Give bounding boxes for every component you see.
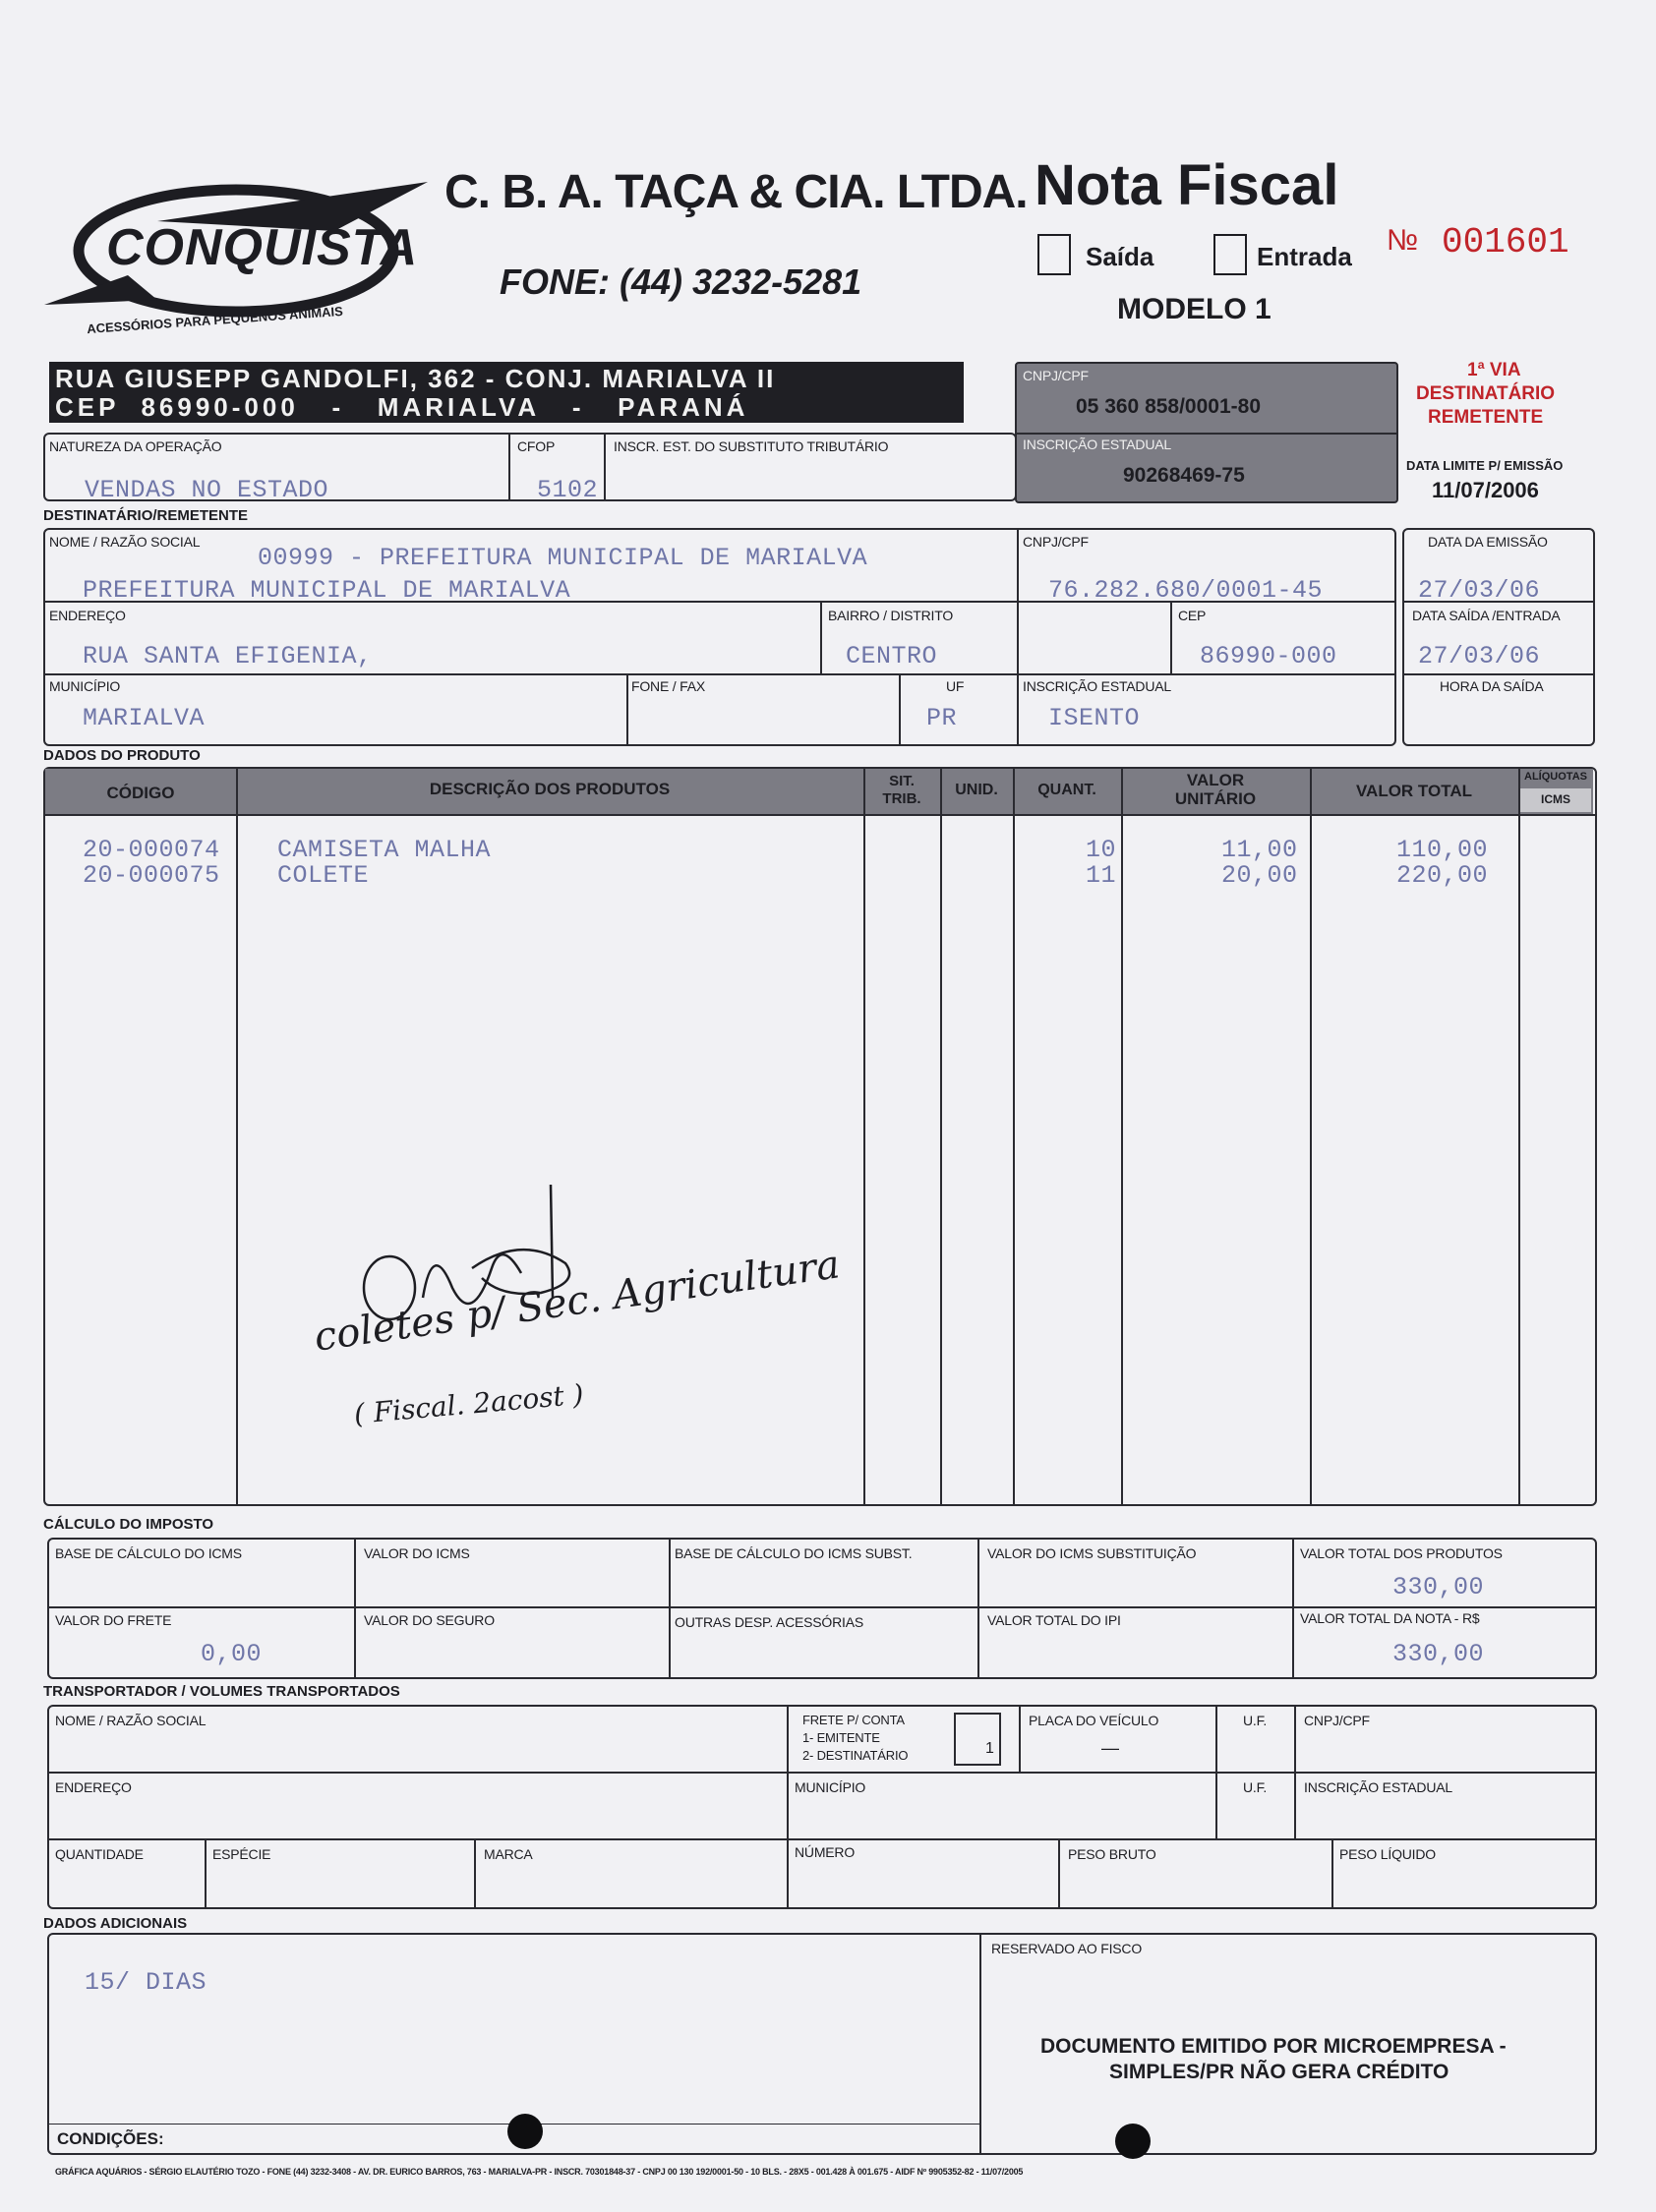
frete-value: 0,00 <box>201 1640 263 1668</box>
col-unid: UNID. <box>955 782 998 798</box>
dest-bairro: CENTRO <box>846 642 938 670</box>
adicionais-section: DADOS ADICIONAIS <box>43 1915 188 1932</box>
via-line1: 1ª VIA <box>1467 360 1521 380</box>
col-quant: QUANT. <box>1037 782 1096 798</box>
entrada-checkbox[interactable] <box>1213 234 1247 275</box>
placa-label: PLACA DO VEÍCULO <box>1029 1713 1159 1728</box>
marca-label: MARCA <box>484 1846 533 1862</box>
peso-bruto-label: PESO BRUTO <box>1068 1846 1156 1862</box>
valor-icms-label: VALOR DO ICMS <box>364 1545 470 1561</box>
transp-cnpj-label: CNPJ/CPF <box>1304 1713 1370 1728</box>
total-nota-label: VALOR TOTAL DA NOTA - R$ <box>1300 1610 1480 1626</box>
entrada-label: Entrada <box>1257 242 1352 271</box>
handwritten-note-line1: coletes p/ Sec. Agricultura <box>311 1242 843 1361</box>
data-saida-label: DATA SAÍDA /ENTRADA <box>1412 608 1561 623</box>
punch-hole <box>1115 2124 1151 2159</box>
outras-label: OUTRAS DESP. ACESSÓRIAS <box>675 1614 863 1630</box>
transportador-section: TRANSPORTADOR / VOLUMES TRANSPORTADOS <box>43 1683 400 1700</box>
data-limite: 11/07/2006 <box>1432 478 1539 502</box>
dest-cnpj-label: CNPJ/CPF <box>1023 534 1089 550</box>
row-descricao: COLETE <box>277 861 370 890</box>
row-codigo: 20-000074 <box>83 836 220 864</box>
saida-label: Saída <box>1086 242 1154 271</box>
doc-title: Nota Fiscal <box>1035 153 1339 217</box>
table-row <box>45 861 1593 889</box>
emitente-cnpj-label: CNPJ/CPF <box>1023 368 1089 383</box>
dest-uf: PR <box>926 704 958 732</box>
dest-cnpj: 76.282.680/0001-45 <box>1048 576 1324 605</box>
natureza-label: NATUREZA DA OPERAÇÃO <box>49 438 222 454</box>
seguro-label: VALOR DO SEGURO <box>364 1612 495 1628</box>
data-saida: 27/03/06 <box>1418 642 1541 670</box>
transp-endereco-label: ENDEREÇO <box>55 1779 132 1795</box>
total-nota: 330,00 <box>1392 1640 1485 1668</box>
frete-conta-value: 1 <box>985 1740 994 1757</box>
dest-ie-label: INSCRIÇÃO ESTADUAL <box>1023 678 1171 694</box>
transp-uf2-label: U.F. <box>1243 1779 1268 1795</box>
row-valor-total: 110,00 <box>1396 836 1489 864</box>
frete-conta-label-2: 1- EMITENTE <box>802 1730 880 1745</box>
col-aliquotas: ALÍQUOTAS <box>1524 771 1587 783</box>
company-phone: FONE: (44) 3232-5281 <box>500 262 862 302</box>
destinatario-section: DESTINATÁRIO/REMETENTE <box>43 507 249 524</box>
data-limite-label: DATA LIMITE P/ EMISSÃO <box>1406 458 1564 473</box>
row-valor-total: 220,00 <box>1396 861 1489 890</box>
table-row <box>45 836 1593 863</box>
dest-municipio: MARIALVA <box>83 704 206 732</box>
address-line1: RUA GIUSEPP GANDOLFI, 362 - CONJ. MARIALVA II <box>55 364 776 393</box>
row-descricao: CAMISETA MALHA <box>277 836 492 864</box>
dest-endereco-label: ENDEREÇO <box>49 608 126 623</box>
dest-uf-label: UF <box>946 678 965 694</box>
natureza-value: VENDAS NO ESTADO <box>85 476 329 504</box>
dest-fone-label: FONE / FAX <box>631 678 706 694</box>
cfop-label: CFOP <box>517 438 556 454</box>
frete-conta-label-3: 2- DESTINATÁRIO <box>802 1748 909 1763</box>
col-valor-total: VALOR TOTAL <box>1355 782 1473 800</box>
valor-subst-label: VALOR DO ICMS SUBSTITUIÇÃO <box>987 1545 1197 1561</box>
adicionais-texto: 15/ DIAS <box>85 1968 207 1997</box>
data-emissao: 27/03/06 <box>1418 576 1541 605</box>
peso-liquido-label: PESO LÍQUIDO <box>1339 1846 1436 1862</box>
total-produtos: 330,00 <box>1392 1573 1485 1601</box>
row-codigo: 20-000075 <box>83 861 220 890</box>
data-emissao-label: DATA DA EMISSÃO <box>1428 534 1548 550</box>
col-icms: ICMS <box>1541 792 1570 806</box>
saida-checkbox[interactable] <box>1037 234 1071 275</box>
dest-endereco: RUA SANTA EFIGENIA, <box>83 642 373 670</box>
col-sit-trib-1: SIT. <box>889 773 915 789</box>
via-line3: REMETENTE <box>1428 407 1544 428</box>
base-subst-label: BASE DE CÁLCULO DO ICMS SUBST. <box>675 1545 913 1561</box>
dest-bairro-label: BAIRRO / DISTRITO <box>828 608 954 623</box>
base-icms-label: BASE DE CÁLCULO DO ICMS <box>55 1545 242 1561</box>
address-line2: CEP 86990-000 - MARIALVA - PARANÁ <box>55 392 749 422</box>
col-valor-unit-1: VALOR <box>1186 771 1245 789</box>
dest-nome-label: NOME / RAZÃO SOCIAL <box>49 534 201 550</box>
emitente-cnpj: 05 360 858/0001-80 <box>1076 395 1262 418</box>
logo-subtitle: ACESSÓRIOS PARA PEQUENOS ANIMAIS <box>86 303 344 337</box>
hora-saida-label: HORA DA SAÍDA <box>1440 678 1544 694</box>
numero-label: № <box>1387 224 1419 257</box>
dest-cep-label: CEP <box>1178 608 1207 623</box>
row-quant: 10 <box>1086 836 1117 864</box>
ipi-label: VALOR TOTAL DO IPI <box>987 1612 1121 1628</box>
fisco-line1: DOCUMENTO EMITIDO POR MICROEMPRESA - <box>1040 2035 1507 2058</box>
logo-text: CONQUISTA <box>106 219 419 276</box>
imposto-section: CÁLCULO DO IMPOSTO <box>43 1516 214 1533</box>
nota-numero: 001601 <box>1442 222 1569 262</box>
dest-nome-line2: PREFEITURA MUNICIPAL DE MARIALVA <box>83 576 571 605</box>
dest-municipio-label: MUNICÍPIO <box>49 678 121 694</box>
emitente-ie: 90268469-75 <box>1123 464 1245 487</box>
placa-value: — <box>1101 1738 1119 1758</box>
produtos-section: DADOS DO PRODUTO <box>43 747 201 764</box>
row-valor-unit: 20,00 <box>1221 861 1298 890</box>
modelo-label: MODELO 1 <box>1117 293 1272 325</box>
transp-uf-label: U.F. <box>1243 1713 1268 1728</box>
frete-label: VALOR DO FRETE <box>55 1612 172 1628</box>
transp-municipio-label: MUNICÍPIO <box>795 1779 866 1795</box>
col-codigo: CÓDIGO <box>106 784 175 802</box>
row-valor-unit: 11,00 <box>1221 836 1298 864</box>
col-valor-unit-2: UNITÁRIO <box>1174 789 1257 808</box>
frete-conta-label-1: FRETE P/ CONTA <box>802 1713 905 1727</box>
col-descricao: DESCRIÇÃO DOS PRODUTOS <box>429 780 671 798</box>
handwritten-note-line2: ( Fiscal. 2acost ) <box>352 1377 585 1430</box>
especie-label: ESPÉCIE <box>212 1846 271 1862</box>
footer-printer-info: GRÁFICA AQUÁRIOS - SÉRGIO ELAUTÉRIO TOZO - FONE (44) 3232-3408 - AV. DR. EURICO BARROS, 763 - MARIALVA-PR - INSCR. 70301848-37 - CNPJ 00 130 192/0001-50 - 10 BLS. - 28X5 - 001.428 À 001.675 - AIDF Nº 9905352-82 - 11/07/2005 <box>55 2167 1024 2177</box>
total-produtos-label: VALOR TOTAL DOS PRODUTOS <box>1300 1545 1503 1561</box>
cfop-value: 5102 <box>537 476 599 504</box>
emitente-ie-label: INSCRIÇÃO ESTADUAL <box>1023 437 1171 452</box>
dest-ie: ISENTO <box>1048 704 1141 732</box>
dest-cep: 86990-000 <box>1200 642 1337 670</box>
row-quant: 11 <box>1086 861 1117 890</box>
company-name: C. B. A. TAÇA & CIA. LTDA. <box>444 166 1028 218</box>
col-sit-trib-2: TRIB. <box>882 790 921 807</box>
transp-ie-label: INSCRIÇÃO ESTADUAL <box>1304 1779 1452 1795</box>
quantidade-label: QUANTIDADE <box>55 1846 144 1862</box>
punch-hole <box>507 2114 543 2149</box>
ie-subst-label: INSCR. EST. DO SUBSTITUTO TRIBUTÁRIO <box>614 438 889 454</box>
transp-nome-label: NOME / RAZÃO SOCIAL <box>55 1713 207 1728</box>
dest-nome-line1: 00999 - PREFEITURA MUNICIPAL DE MARIALVA <box>258 544 868 572</box>
via-line2: DESTINATÁRIO <box>1416 383 1556 404</box>
fisco-label: RESERVADO AO FISCO <box>991 1941 1143 1956</box>
fisco-line2: SIMPLES/PR NÃO GERA CRÉDITO <box>1109 2061 1449 2083</box>
numero-vol-label: NÚMERO <box>795 1844 856 1860</box>
condicoes-label: CONDIÇÕES: <box>57 2129 164 2148</box>
